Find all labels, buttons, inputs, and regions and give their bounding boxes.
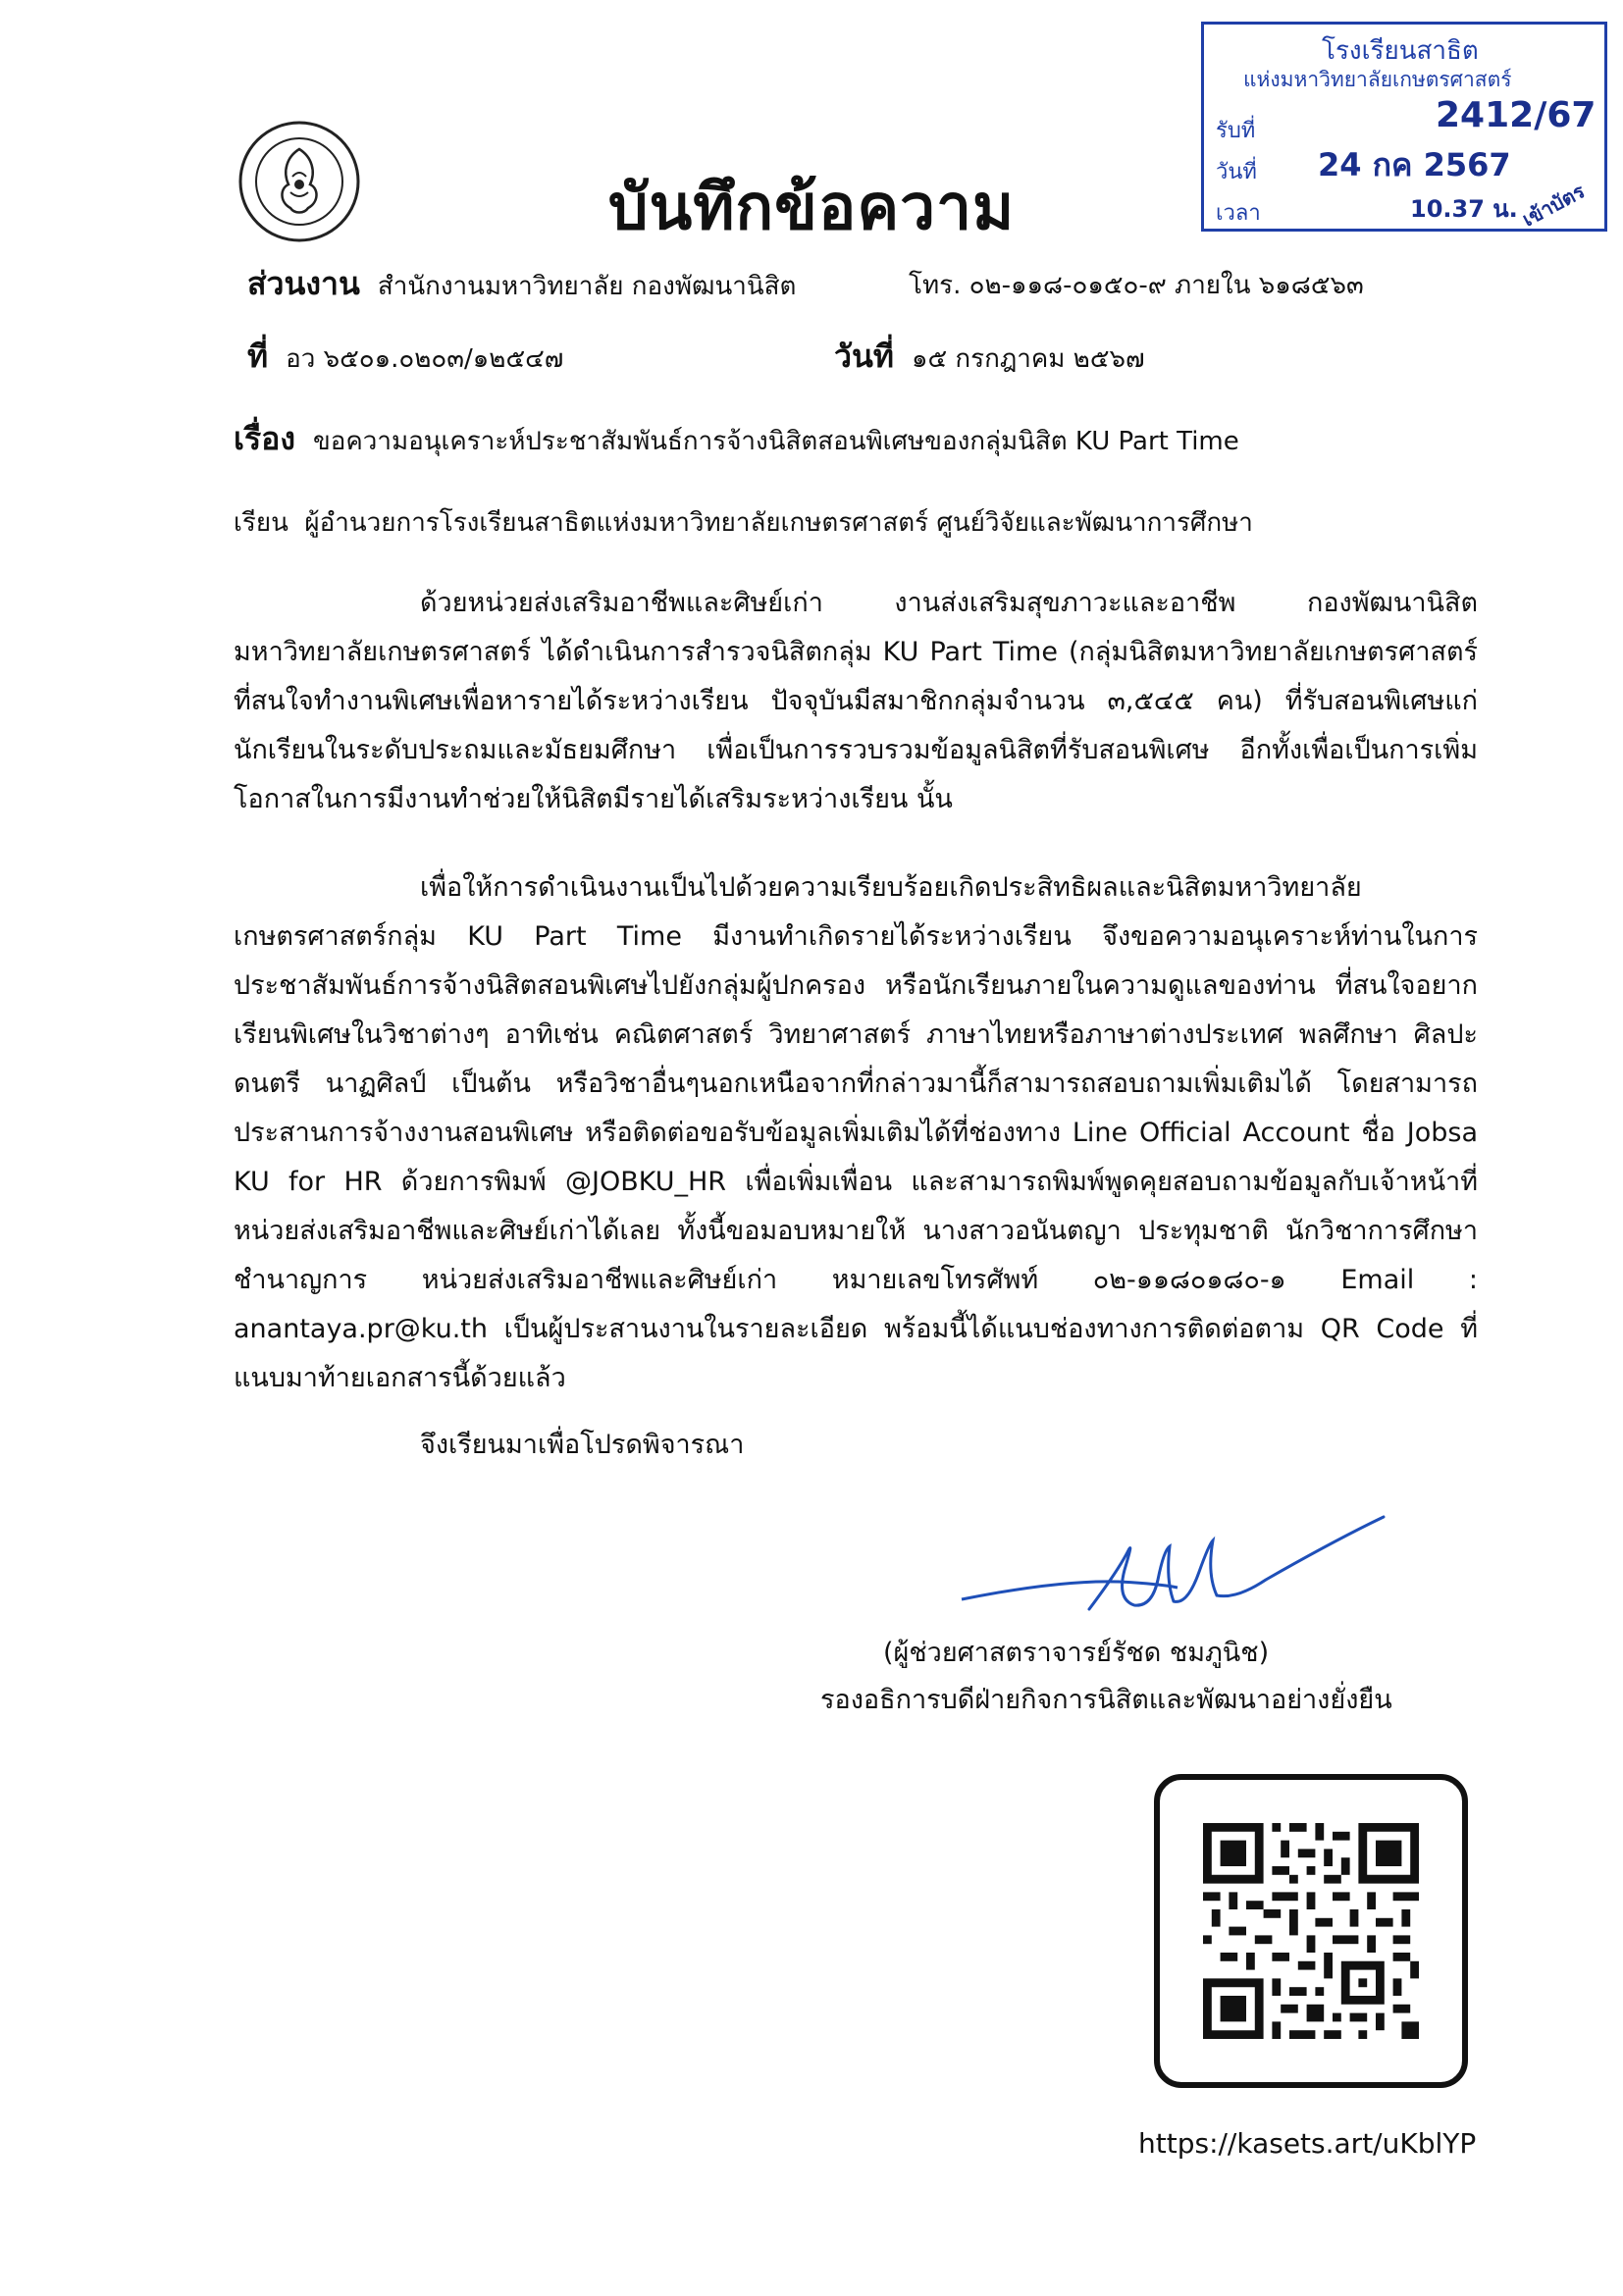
- memo-title: บันทึกข้อความ: [607, 172, 1016, 244]
- date-value: ๑๕ กรกฎาคม ๒๕๖๗: [911, 344, 1145, 374]
- recipient-label: เรียน: [234, 508, 288, 538]
- reference-value: อว ๖๕๐๑.๐๒๐๓/๑๒๕๔๗: [286, 344, 564, 374]
- qr-url-text[interactable]: https://kasets.art/uKblYP: [1138, 2127, 1477, 2160]
- department-value: สำนักงานมหาวิทยาลัย กองพัฒนานิสิต: [377, 272, 797, 301]
- stamp-time-label: เวลา: [1216, 201, 1261, 226]
- stamp-school-name: โรงเรียนสาธิต: [1322, 36, 1479, 66]
- subject-label: เรื่อง: [234, 420, 295, 457]
- stamp-received-number: 2412/67: [1436, 95, 1597, 135]
- body-paragraph-2: เพื่อให้การดำเนินงานเป็นไปด้วยความเรียบร้อยเกิดประสิทธิผลและนิสิตมหาวิทยาลัยเกษตรศาสตร์กลุ่ม KU Part Time มีงานทำเกิดรายได้ระหว่างเรียน จึงขอความอนุเคราะห์ท่านในการประชาสัมพันธ์การจ้างนิสิตสอนพิเศษไปยังกลุ่มผู้ปกครอง หรือนักเรียนภายในความดูแลของท่าน ที่สนใจอยากเรียนพิเศษในวิชาต่างๆ อาทิเช่น คณิตศาสตร์ วิทยาศาสตร์ ภาษาไทยหรือภาษาต่างประเทศ พลศึกษา ศิลปะ ดนตรี นาฏศิลป์ เป็นต้น หรือวิชาอื่นๆนอกเหนือจากที่กล่าวมานี้ก็สามารถสอบถามเพิ่มเติมได้ โดยสามารถประสานการจ้างงานสอนพิเศษ หรือติดต่อขอรับข้อมูลเพิ่มเติมได้ที่ช่องทาง Line Official Account ชื่อ Jobsa KU for HR ด้วยการพิมพ์ @JOBKU_HR เพื่อเพิ่มเพื่อน และสามารถพิมพ์พูดคุยสอบถามข้อมูลกับเจ้าหน้าที่หน่วยส่งเสริมอาชีพและศิษย์เก่าได้เลย ทั้งนี้ขอมอบหมายให้ นางสาวอนันตญา ประทุมชาติ นักวิชาการศึกษาชำนาญการ หน่วยส่งเสริมอาชีพและศิษย์เก่า หมายเลขโทรศัพท์ ๐๒-๑๑๘๐๑๘๐-๑ Email : anantaya.pr@ku.th เป็นผู้ประสานงานในรายละเอียด พร้อมนี้ได้แนบช่องทางการติดต่อตาม QR Code ที่แนบมาท้ายเอกสารนี้ด้วยแล้ว: [234, 872, 1478, 1393]
- stamp-date-value: 24 กค 2567: [1318, 146, 1511, 183]
- recipient-value: ผู้อำนวยการโรงเรียนสาธิตแห่งมหาวิทยาลัยเกษตรศาสตร์ ศูนย์วิจัยและพัฒนาการศึกษา: [304, 508, 1253, 538]
- subject-value: ขอความอนุเคราะห์ประชาสัมพันธ์การจ้างนิสิตสอนพิเศษของกลุ่มนิสิต KU Part Time: [312, 427, 1239, 456]
- date-label: วันที่: [834, 338, 894, 375]
- subject-line: [234, 414, 1239, 464]
- reference-line: [247, 332, 563, 382]
- stamp-received-label: รับที่: [1216, 119, 1256, 143]
- phone-line: [909, 265, 1364, 305]
- qr-code[interactable]: [1203, 1823, 1419, 2039]
- date-line: [834, 332, 1145, 382]
- department-label: ส่วนงาน: [247, 265, 360, 302]
- signer-position: รองอธิการบดีฝ่ายกิจการนิสิตและพัฒนาอย่างยั่งยืน: [820, 1685, 1392, 1715]
- stamp-university-name: แห่งมหาวิทยาลัยเกษตรศาสตร์: [1243, 68, 1512, 91]
- signature-image: [942, 1511, 1393, 1629]
- reference-label: ที่: [247, 338, 269, 375]
- phone-value: ๐๒-๑๑๘-๐๑๕๐-๙ ภายใน ๖๑๘๕๖๓: [969, 271, 1364, 300]
- signer-name: (ผู้ช่วยศาสตราจารย์รัชด ชมภูนิช): [883, 1638, 1270, 1668]
- department-line: [247, 259, 796, 309]
- stamp-time-value: 10.37 น.: [1410, 195, 1518, 223]
- phone-label: โทร.: [909, 271, 962, 300]
- closing-line: จึงเรียนมาเพื่อโปรดพิจารณา: [420, 1430, 745, 1460]
- stamp-date-label: วันที่: [1216, 160, 1257, 184]
- recipient-line: [234, 502, 1253, 543]
- stamp-note: เข้าบัตร: [1518, 179, 1589, 232]
- body-paragraph-1: ด้วยหน่วยส่งเสริมอาชีพและศิษย์เก่า งานส่งเสริมสุขภาวะและอาชีพ กองพัฒนานิสิต มหาวิทยาลัยเกษตรศาสตร์ ได้ดำเนินการสำรวจนิสิตกลุ่ม KU Part Time (กลุ่มนิสิตมหาวิทยาลัยเกษตรศาสตร์ที่สนใจทำงานพิเศษเพื่อหารายได้ระหว่างเรียน ปัจจุบันมีสมาชิกกลุ่มจำนวน ๓,๕๔๕ คน) ที่รับสอนพิเศษแก่นักเรียนในระดับประถมและมัธยมศึกษา เพื่อเป็นการรวบรวมข้อมูลนิสิตที่รับสอนพิเศษ อีกทั้งเพื่อเป็นการเพิ่มโอกาสในการมีงานทำช่วยให้นิสิตมีรายได้เสริมระหว่างเรียน นั้น: [234, 588, 1478, 814]
